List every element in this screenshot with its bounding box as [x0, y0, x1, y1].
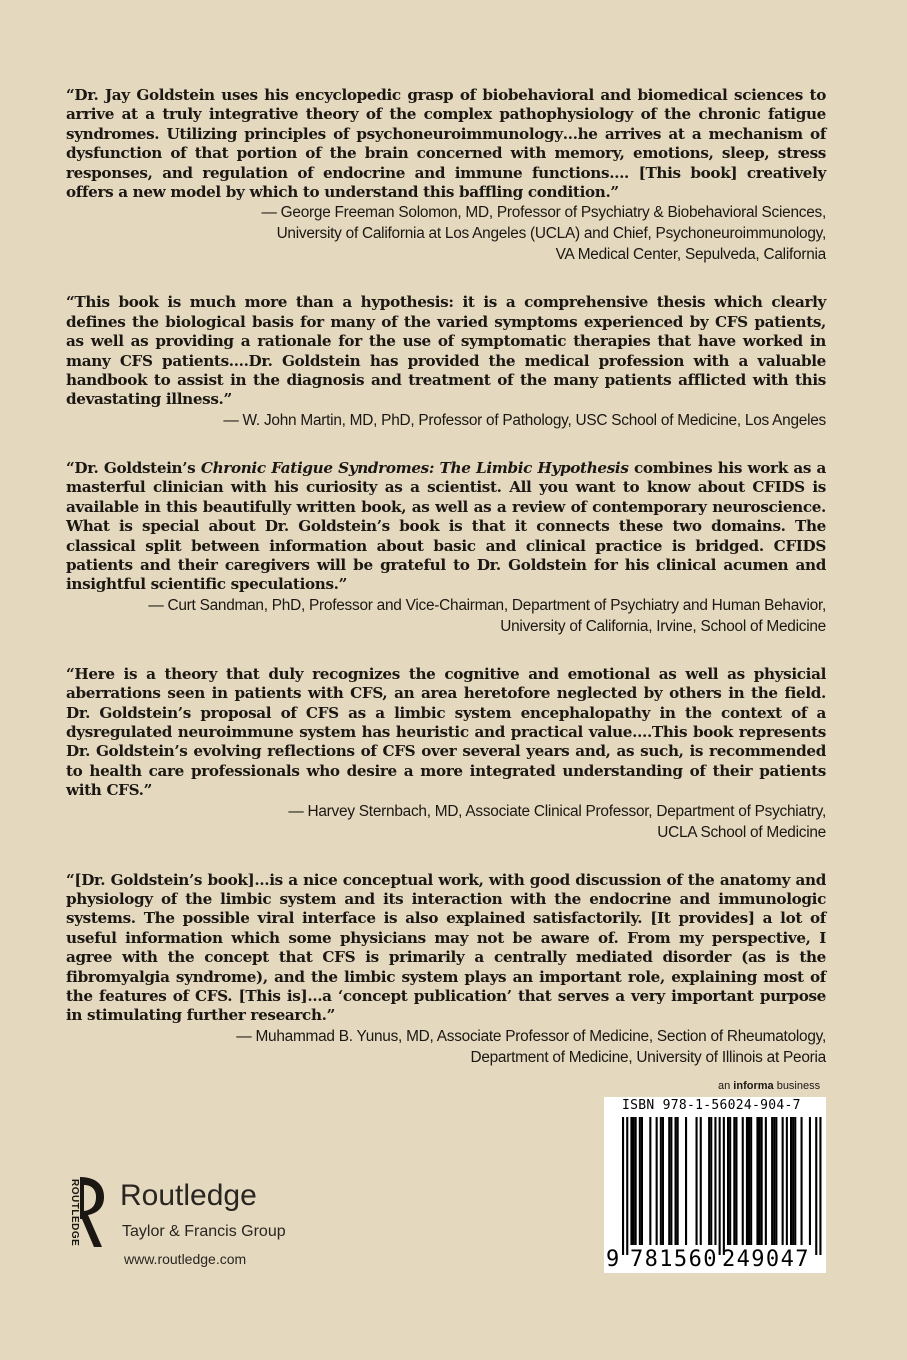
barcode-bar [700, 1117, 702, 1245]
attribution-line: — George Freeman Solomon, MD, Professor of Psychiatry & Biobehavioral Sciences, [261, 204, 826, 222]
barcode-bar [670, 1117, 672, 1245]
barcode-bar [750, 1117, 752, 1245]
review-attribution [66, 595, 826, 637]
review-attribution [66, 410, 826, 431]
attribution-line: University of California, Irvine, School of Medicine [500, 617, 826, 635]
barcode-bar [765, 1117, 767, 1245]
review-3 [66, 459, 826, 637]
barcode-bar [626, 1117, 628, 1255]
publisher-website[interactable]: www.routledge.com [124, 1251, 247, 1267]
publisher-name: Routledge [120, 1179, 257, 1212]
barcode-bar [819, 1117, 821, 1255]
informa-tagline [718, 1080, 820, 1092]
review-1 [66, 86, 826, 265]
review-quote [66, 459, 826, 595]
barcode-bar [630, 1117, 632, 1245]
review-quote: “Dr. Jay Goldstein uses his encyclopedic grasp of biobehavioral and biomedical sciences to arrive at a truly integrative theory of the complex pathophysiology of the chronic fatigue syndromes. Utilizing principles of psychoneuroimmunology…he arrives at a mechanism of dysfunction of that portion of the brain concerned with memory, emotions, sleep, stress responses, and regulation of endocrine and immune functions…. [This book] creatively offers a new model by which to understand this baffling condition.” [66, 86, 826, 202]
review-attribution [66, 801, 826, 843]
ean-group-right: 249047 [722, 1247, 810, 1272]
attribution-line: — Curt Sandman, PhD, Professor and Vice-Chairman, Department of Psychiatry and Human Behavior, [148, 596, 826, 614]
attribution-line: Department of Medicine, University of Illinois at Peoria [470, 1048, 826, 1066]
barcode-bars [604, 1115, 826, 1255]
review-4 [66, 665, 826, 843]
barcode-bar [656, 1117, 658, 1245]
review-5 [66, 871, 826, 1068]
review-attribution [66, 1026, 826, 1068]
barcode-bar [794, 1117, 796, 1245]
barcode-bar [792, 1117, 794, 1245]
barcode-bar [677, 1117, 679, 1245]
review-quote: “This book is much more than a hypothesis: it is a comprehensive thesis which clearly defines the biological basis for many of the varied symptoms experienced by CFS patients, as well as providing a rationale for the use of symptomatic therapies that have worked in many CFS patients….Dr. Goldstein has provided the medical profession with a valuable handbook to assist in the diagnosis and treatment of the many patients afflicted with this devastating illness.” [66, 293, 826, 409]
barcode-bar [735, 1117, 737, 1245]
barcode-bar [662, 1117, 664, 1245]
logo-vertical-text: ROUTLEDGE [69, 1179, 80, 1247]
barcode-bar [668, 1117, 670, 1245]
review-quote: “Here is a theory that duly recognizes the cognitive and emotional as well as physicial aberrations seen in patients with CFS, an area heretofore neglected by others in the field. Dr. Goldstein’s proposal of CFS as a limbic system encephalopathy in the context of a dysregulated neuroimmune system has heuristic and practical value….This book represents Dr. Goldstein’s evolving reflections of CFS over several years and, as such, is recommended to health care professionals who desire a more integrated understanding of their patients with CFS.” [66, 664, 826, 800]
barcode-bar [641, 1117, 643, 1245]
barcode-bar [733, 1117, 735, 1245]
barcode-bar [746, 1117, 748, 1245]
attribution-line: VA Medical Center, Sepulveda, California [555, 246, 826, 264]
barcode-bar [759, 1117, 761, 1245]
attribution-line: — Muhammad B. Yunus, MD, Associate Professor of Medicine, Section of Rheumatology, [236, 1027, 826, 1045]
isbn-barcode [604, 1097, 826, 1273]
reviews-section [66, 86, 826, 1096]
barcode-bar [675, 1117, 677, 1245]
barcode-bar [635, 1117, 637, 1245]
attribution-line: — W. John Martin, MD, PhD, Professor of Pathology, USC School of Medicine, Los Angeles [223, 411, 826, 429]
review-2 [66, 293, 826, 430]
ean-first-digit: 9 [606, 1247, 620, 1272]
publisher-group: Taylor & Francis Group [122, 1223, 286, 1240]
barcode-bar [809, 1117, 811, 1245]
barcode-bar [710, 1117, 712, 1245]
barcode-bar [801, 1117, 803, 1245]
book-title: Chronic Fatigue Syndromes: The Limbic Hypothesis [200, 458, 629, 477]
barcode-bar [742, 1117, 744, 1245]
quote-text: combines his work as a masterful clinician with his curiosity as a scientist. All you want to know about CFIDS is available in this beautifully written book, as well as a review of contemporary neuroscience. What is special about Dr. Goldstein’s book is that it connects these two domains. The classical split between information about basic and clinical practice is bridged. CFIDS patients and their caregivers will be grateful to Dr. Goldstein for his clinical acumen and insightful scientific speculations.” [66, 458, 826, 594]
barcode-bar [685, 1117, 687, 1245]
barcode-bar [786, 1117, 788, 1245]
routledge-r-icon [62, 1175, 106, 1249]
barcode-bar [622, 1117, 624, 1255]
barcode-bar [729, 1117, 731, 1245]
tagline-text: business [773, 1080, 821, 1092]
review-attribution [66, 202, 826, 265]
barcode-bar [660, 1117, 662, 1245]
barcode-bar [714, 1117, 716, 1245]
barcode-bar [815, 1117, 817, 1255]
barcode-bar [771, 1117, 773, 1245]
barcode-bar [761, 1117, 763, 1245]
quote-text: “Dr. Goldstein’s [66, 458, 201, 477]
barcode-bar [649, 1117, 651, 1245]
attribution-line: University of California at Los Angeles (UCLA) and Chief, Psychoneuroimmunology, [276, 225, 826, 243]
barcode-bar [639, 1117, 641, 1245]
barcode-bar [748, 1117, 750, 1245]
tagline-text: an [718, 1080, 734, 1092]
barcode-bar [775, 1117, 777, 1245]
attribution-line: UCLA School of Medicine [657, 823, 826, 841]
barcode-bar [790, 1117, 792, 1245]
ean-group-left: 781560 [630, 1247, 718, 1272]
barcode-bar [723, 1117, 725, 1255]
attribution-line: — Harvey Sternbach, MD, Associate Clinical Professor, Department of Psychiatry, [288, 802, 826, 820]
informa-brand: informa [733, 1080, 774, 1092]
barcode-bar [719, 1117, 721, 1255]
barcode-bar [727, 1117, 729, 1245]
barcode-bar [633, 1117, 635, 1245]
isbn-label: ISBN 978-1-56024-904-7 [622, 1098, 801, 1113]
barcode-bar [782, 1117, 784, 1245]
barcode-bar [756, 1117, 758, 1245]
barcode-bar [708, 1117, 710, 1245]
barcode-bar [696, 1117, 698, 1245]
barcode-bar [773, 1117, 775, 1245]
review-quote: “[Dr. Goldstein’s book]…is a nice conceptual work, with good discussion of the anatomy and physiology of the limbic system and its interaction with the endocrine and immunologic systems. The possible viral interface is also explained satisfactorily. [It provides] a lot of useful information which some physicians may not be aware of. From my perspective, I agree with the concept that CFS is primarily a centrally mediated disorder (as is the fibromyalgia syndrome), and the limbic system plays an important role, explaining most of the features of CFS. [This is]…a ‘concept publication’ that serves a very important purpose in stimulating further research.” [66, 870, 826, 1025]
